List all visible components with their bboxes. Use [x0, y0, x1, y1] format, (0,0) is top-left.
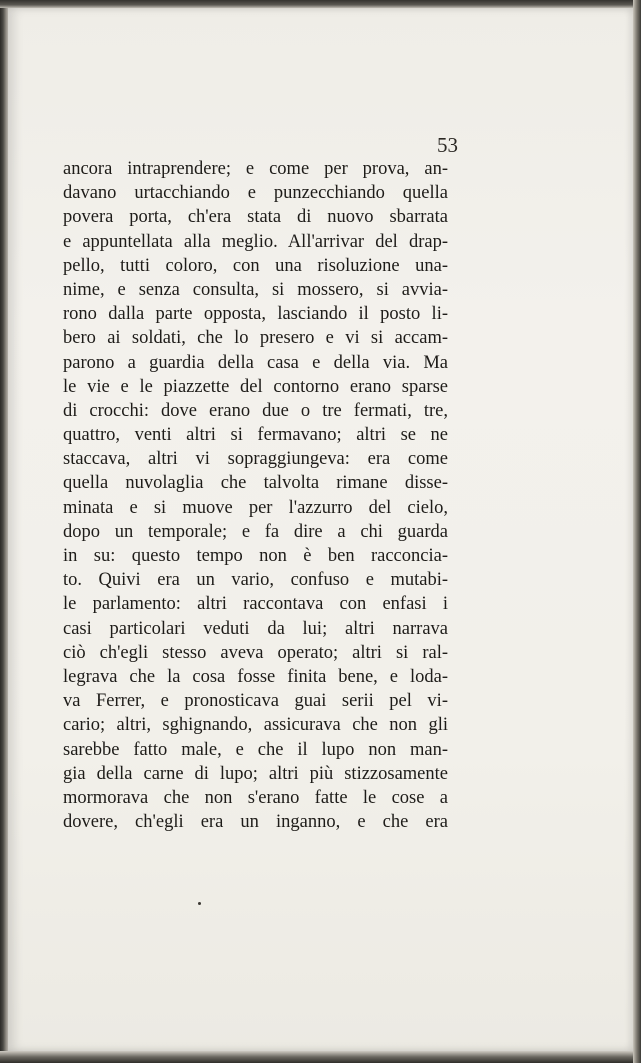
- text-line: nime, e senza consulta, si mossero, si avvia-: [63, 279, 448, 300]
- text-line: dopo un temporale; e fa dire a chi guarda: [63, 521, 448, 542]
- text-line: mormorava che non s'erano fatte le cose a: [63, 787, 448, 808]
- text-line: minata e si muove per l'azzurro del cielo,: [63, 497, 448, 518]
- text-line: parono a guardia della casa e della via. Ma: [63, 352, 448, 373]
- text-line: di crocchi: dove erano due o tre fermati, tre,: [63, 400, 448, 421]
- text-line: le vie e le piazzette del contorno erano sparse: [63, 376, 448, 397]
- text-line: casi particolari veduti da lui; altri narrava: [63, 618, 448, 639]
- text-line: gia della carne di lupo; altri più stizzosamente: [63, 763, 448, 784]
- text-line: le parlamento: altri raccontava con enfasi i: [63, 594, 448, 615]
- text-line: e appuntellata alla meglio. All'arrivar del drap-: [63, 231, 448, 252]
- text-line: dovere, ch'egli era un inganno, e che era: [63, 812, 448, 833]
- text-line: bero ai soldati, che lo presero e vi si accam-: [63, 328, 448, 349]
- body-text: [63, 157, 448, 834]
- text-line: to. Quivi era un vario, confuso e mutabi-: [63, 570, 448, 591]
- text-line: quattro, venti altri si fermavano; altri se ne: [63, 425, 448, 446]
- text-line: povera porta, ch'era stata di nuovo sbarrata: [63, 207, 448, 228]
- text-line: ciò ch'egli stesso aveva operato; altri si ral-: [63, 642, 448, 663]
- text-line: davano urtacchiando e punzecchiando quella: [63, 183, 448, 204]
- text-line: sarebbe fatto male, e che il lupo non man-: [63, 739, 448, 760]
- text-line: ancora intraprendere; e come per prova, an-: [63, 159, 448, 179]
- text-line: pello, tutti coloro, con una risoluzione una-: [63, 255, 448, 276]
- text-line: staccava, altri vi sopraggiungeva: era come: [63, 449, 448, 470]
- page-right-edge: [633, 0, 641, 1063]
- page-top-edge: [0, 0, 641, 8]
- text-line: cario; altri, sghignando, assicurava che non gli: [63, 715, 448, 736]
- text-line: legrava che la cosa fosse finita bene, e loda-: [63, 666, 448, 687]
- ink-speck: [198, 902, 201, 905]
- text-line: rono dalla parte opposta, lasciando il posto li-: [63, 304, 448, 325]
- text-line: va Ferrer, e pronosticava guai serii pel vi-: [63, 691, 448, 712]
- page-bottom-edge: [0, 1051, 641, 1063]
- text-line: in su: questo tempo non è ben racconcia-: [63, 546, 448, 566]
- page-number: 53: [437, 133, 458, 157]
- text-line: quella nuvolaglia che talvolta rimane disse-: [63, 473, 448, 494]
